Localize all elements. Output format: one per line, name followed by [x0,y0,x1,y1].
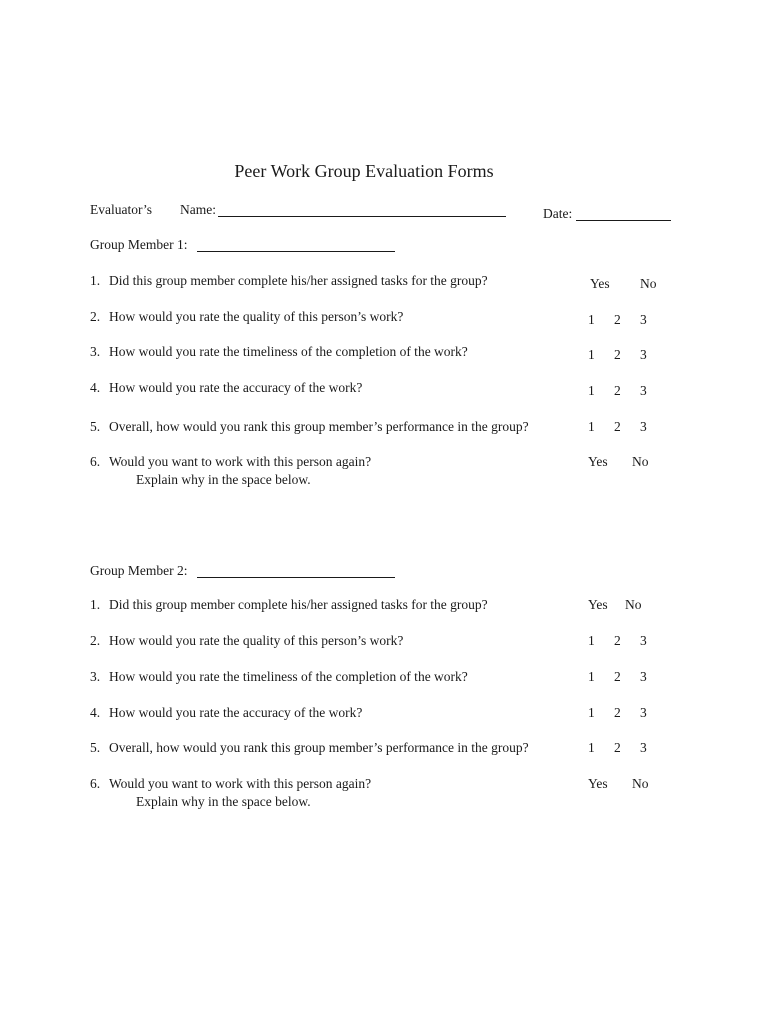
question-text: How would you rate the timeliness of the completion of the work? [109,669,468,684]
name-label: Name: [180,202,216,217]
group-member-2-field-line[interactable] [197,577,395,578]
question-number: 1. [90,273,101,288]
g2-q5-option-2[interactable]: 2 [614,740,621,755]
question-text: How would you rate the timeliness of the completion of the work? [109,344,468,359]
question-text: Overall, how would you rank this group member’s performance in the group? [109,419,529,434]
g1-question-1 [90,273,488,289]
page-title: Peer Work Group Evaluation Forms [234,161,494,181]
g1-question-6 [90,454,371,470]
question-number: 5. [90,419,101,434]
g1-question-5 [90,419,529,435]
g2-q2-option-1[interactable]: 1 [588,633,595,648]
g1-q4-option-3[interactable]: 3 [640,383,647,398]
g2-q1-option-yes[interactable]: Yes [588,597,608,612]
question-text: Overall, how would you rank this group member’s performance in the group? [109,740,529,755]
group-member-2-label: Group Member 2: [90,563,188,578]
question-number: 5. [90,740,101,755]
g2-q3-option-2[interactable]: 2 [614,669,621,684]
question-number: 6. [90,454,101,469]
g2-question-3 [90,669,468,685]
question-text: How would you rate the accuracy of the work? [109,380,363,395]
g1-q4-option-1[interactable]: 1 [588,383,595,398]
g1-q6-option-yes[interactable]: Yes [588,454,608,469]
question-text: How would you rate the quality of this person’s work? [109,309,404,324]
g1-q3-option-1[interactable]: 1 [588,347,595,362]
g1-question-4 [90,380,362,396]
g2-q3-option-1[interactable]: 1 [588,669,595,684]
question-text: Would you want to work with this person again? [109,776,372,791]
g2-q2-option-2[interactable]: 2 [614,633,621,648]
date-field-line[interactable] [576,220,671,221]
g1-q1-option-no[interactable]: No [640,276,657,291]
g1-q3-option-3[interactable]: 3 [640,347,647,362]
question-number: 3. [90,344,101,359]
g1-q5-option-3[interactable]: 3 [640,419,647,434]
g1-explain-note: Explain why in the space below. [136,472,311,487]
question-number: 3. [90,669,101,684]
g2-q4-option-1[interactable]: 1 [588,705,595,720]
question-number: 2. [90,309,101,324]
question-text: How would you rate the quality of this person’s work? [109,633,404,648]
g1-q4-option-2[interactable]: 2 [614,383,621,398]
g1-q6-option-no[interactable]: No [632,454,649,469]
question-number: 6. [90,776,101,791]
question-number: 2. [90,633,101,648]
question-number: 4. [90,380,101,395]
g1-question-2 [90,309,403,325]
question-number: 1. [90,597,101,612]
g1-q2-option-1[interactable]: 1 [588,312,595,327]
g2-q3-option-3[interactable]: 3 [640,669,647,684]
g2-question-2 [90,633,403,649]
g1-q5-option-2[interactable]: 2 [614,419,621,434]
question-text: How would you rate the accuracy of the work? [109,705,363,720]
g1-q2-option-2[interactable]: 2 [614,312,621,327]
g1-q5-option-1[interactable]: 1 [588,419,595,434]
g2-q6-option-yes[interactable]: Yes [588,776,608,791]
g2-q6-option-no[interactable]: No [632,776,649,791]
g2-question-5 [90,740,529,756]
date-label: Date: [543,206,573,221]
evaluator-label: Evaluator’s [90,202,152,217]
g2-question-4 [90,705,362,721]
g1-q3-option-2[interactable]: 2 [614,347,621,362]
group-member-1-label: Group Member 1: [90,237,188,252]
question-text: Would you want to work with this person again? [109,454,372,469]
name-field-line[interactable] [218,216,506,217]
g2-question-6 [90,776,371,792]
g2-q5-option-1[interactable]: 1 [588,740,595,755]
g2-explain-note: Explain why in the space below. [136,794,311,809]
g2-q4-option-3[interactable]: 3 [640,705,647,720]
g2-q2-option-3[interactable]: 3 [640,633,647,648]
g1-q1-option-yes[interactable]: Yes [590,276,610,291]
question-number: 4. [90,705,101,720]
g2-q1-option-no[interactable]: No [625,597,642,612]
question-text: Did this group member complete his/her assigned tasks for the group? [109,597,488,612]
group-member-1-field-line[interactable] [197,251,395,252]
g1-question-3 [90,344,468,360]
g1-q2-option-3[interactable]: 3 [640,312,647,327]
question-text: Did this group member complete his/her assigned tasks for the group? [109,273,488,288]
g2-q4-option-2[interactable]: 2 [614,705,621,720]
g2-q5-option-3[interactable]: 3 [640,740,647,755]
g2-question-1 [90,597,488,613]
